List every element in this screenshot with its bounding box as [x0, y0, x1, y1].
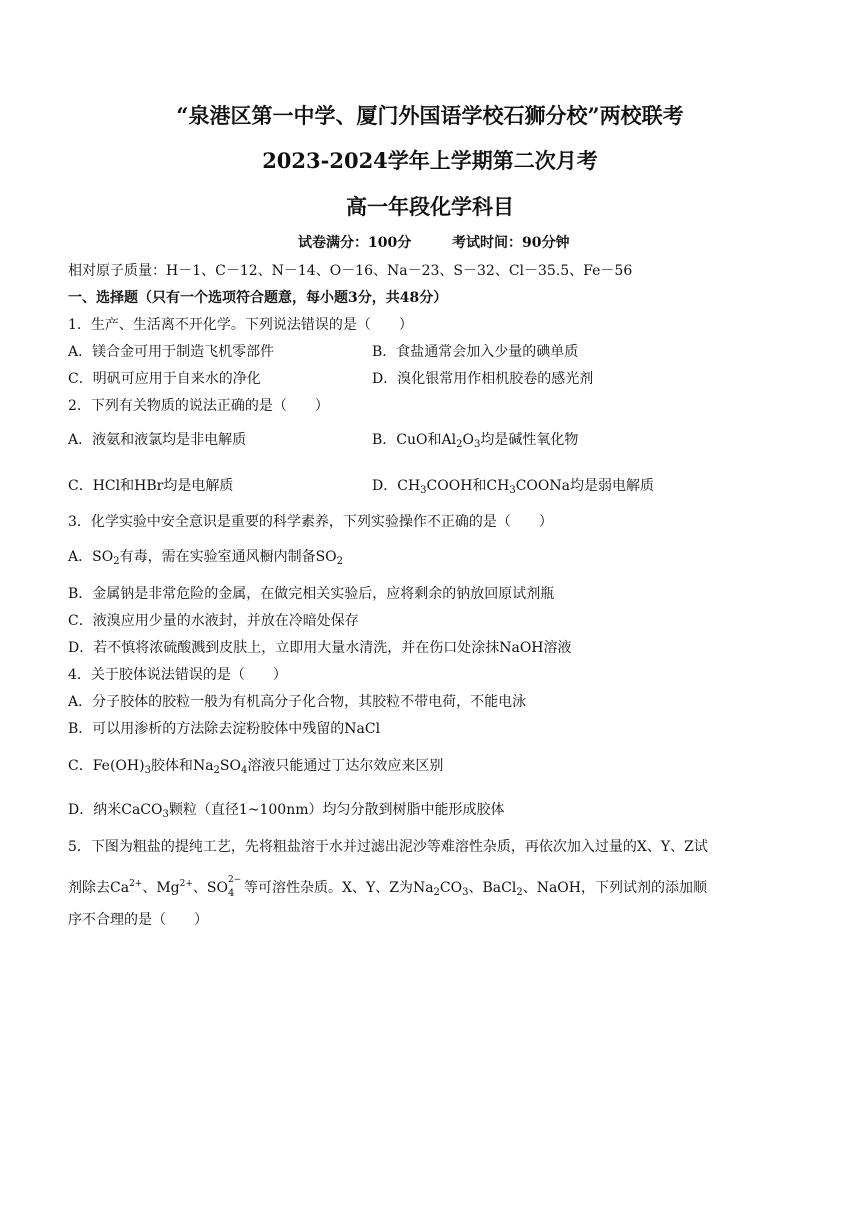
q2-option-b: B．CuO和$Al_2O_3$均是碱性氧化物: [372, 432, 579, 450]
exam-title-term: 2023-2024学年上学期第二次月考: [262, 148, 598, 173]
q1-option-c: C．明矾可应用于自来水的净化: [68, 371, 261, 387]
q4-option-c: C．$Fe(OH)_3$胶体和$Na_2SO_4$溶液只能通过丁达尔效应来区别: [68, 758, 444, 776]
q3-stem: 3．化学实验中安全意识是重要的科学素养，下列实验操作不正确的是（ ）: [68, 514, 553, 530]
q5-line-1: 5．下图为粗盐的提纯工艺，先将粗盐溶于水并过滤出泥沙等难溶性杂质，再依次加入过量的X、Y、Z试: [68, 839, 708, 855]
q4-stem: 4．关于胶体说法错误的是（ ）: [68, 667, 287, 683]
q1-option-a: A．镁合金可用于制造飞机零部件: [68, 344, 275, 360]
q1-option-d: D．溴化银常用作相机胶卷的感光剂: [372, 371, 594, 387]
q2-option-c: C．HCl和HBr均是电解质: [68, 478, 234, 494]
q4-option-a: A．分子胶体的胶粒一般为有机高分子化合物，其胶粒不带电荷，不能电泳: [68, 694, 527, 710]
exam-time: 考试时间：90分钟: [452, 235, 570, 251]
q1-stem: 1．生产、生活离不开化学。下列说法错误的是（ ）: [68, 317, 413, 333]
q4-option-b: B．可以用渗析的方法除去淀粉胶体中残留的NaCl: [68, 721, 381, 737]
section-heading: 一、选择题（只有一个选项符合题意，每小题3分，共48分）: [68, 290, 448, 306]
q3-option-c: C．液溴应用少量的水液封，并放在冷暗处保存: [68, 613, 359, 629]
exam-title-schools: “泉港区第一中学、厦门外国语学校石狮分校”两校联考: [176, 103, 684, 128]
atomic-masses: 相对原子质量：H－1、C－12、N－14、O－16、Na－23、S－32、Cl－35.5、Fe－56: [68, 263, 633, 279]
q5-line-2: 剂除去$Ca^{2+}$、$Mg^{2+}$、SO 2− 4 等可溶性杂质。X、Y、Z为$Na_2CO_3$、BaCl$_2$、NaOH，下列试剂的添加顺: [68, 875, 707, 899]
q3-option-d: D．若不慎将浓硫酸溅到皮肤上，立即用大量水清洗，并在伤口处涂抹NaOH溶液: [68, 640, 572, 656]
q2-option-a: A．液氨和液氯均是非电解质: [68, 432, 247, 448]
q1-option-b: B．食盐通常会加入少量的碘单质: [372, 344, 579, 360]
q3-option-b: B．金属钠是非常危险的金属，在做完相关实验后，应将剩余的钠放回原试剂瓶: [68, 586, 555, 602]
q2-stem: 2．下列有关物质的说法正确的是（ ）: [68, 398, 329, 414]
q4-option-d: D．纳米CaCO$_3$颗粒（直径1~100nm）均匀分散到树脂中能形成胶体: [68, 802, 505, 820]
q3-option-a: A．$SO_2$有毒，需在实验室通风橱内制备$SO_2$: [68, 549, 344, 567]
q2-option-d: D．$CH_3COOH$和$CH_3COONa$均是弱电解质: [372, 478, 654, 496]
full-score: 试卷满分：100分: [298, 235, 412, 251]
exam-title-subject: 高一年段化学科目: [346, 194, 514, 219]
q5-line-3: 序不合理的是（ ）: [68, 912, 208, 928]
